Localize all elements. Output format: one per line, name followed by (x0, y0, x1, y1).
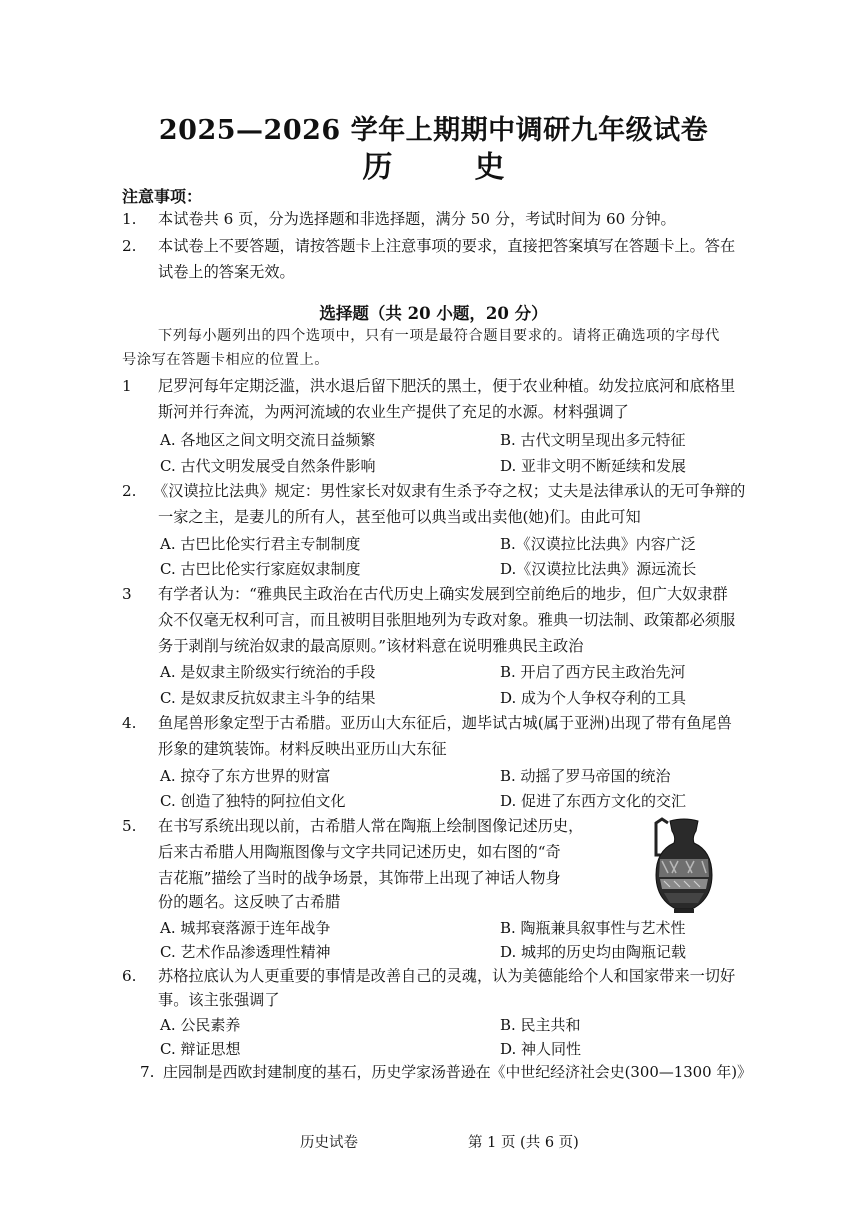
exam-subject: 历 史 (362, 150, 531, 185)
question-stem: 尼罗河每年定期泛滥，洪水退后留下肥沃的黑土，便于农业种植。幼发拉底河和底格里 (158, 377, 736, 395)
chigi-vase-image (648, 815, 720, 915)
footer-subject: 历史试卷 (300, 1135, 358, 1151)
option-d: D. 亚非文明不断延续和发展 (500, 457, 687, 475)
option-d: D. 成为个人争权夺利的工具 (500, 689, 687, 707)
option-a: A. 是奴隶主阶级实行统治的手段 (160, 663, 376, 681)
option-a: A. 公民素养 (160, 1016, 241, 1034)
question-stem: 务于剥削与统治奴隶的最高原则。”该材料意在说明雅典民主政治 (158, 637, 584, 655)
question-stem: 份的题名。这反映了古希腊 (158, 893, 341, 911)
option-d: D. 神人同性 (500, 1040, 582, 1058)
option-c: C. 创造了独特的阿拉伯文化 (160, 792, 346, 810)
question-stem: 有学者认为：“雅典民主政治在古代历史上确实发展到空前绝后的地步，但广大奴隶群 (158, 585, 728, 603)
question-stem: 后来古希腊人用陶瓶图像与文字共同记述历史，如右图的“奇 (158, 843, 561, 861)
notice-item-2-text: 试卷上的答案无效。 (158, 263, 295, 281)
question-stem: 在书写系统出现以前，古希腊人常在陶瓶上绘制图像记述历史， (158, 817, 584, 835)
question-stem: 斯河并行奔流，为两河流域的农业生产提供了充足的水源。材料强调了 (158, 403, 629, 421)
option-b: B. 动摇了罗马帝国的统治 (500, 767, 671, 785)
option-c: C. 古巴比伦实行家庭奴隶制度 (160, 560, 361, 578)
question-stem: 苏格拉底认为人更重要的事情是改善自己的灵魂，认为美德能给个人和国家带来一切好 (158, 967, 736, 985)
section-intro: 下列每小题列出的四个选项中，只有一项是最符合题目要求的。请将正确选项的字母代 (158, 328, 720, 344)
option-a: A. 古巴比伦实行君主专制制度 (160, 535, 361, 553)
question-number: 7. (140, 1063, 155, 1081)
notice-item-1-number: 1. (122, 210, 137, 228)
question-number: 4. (122, 714, 137, 732)
option-d: D. 城邦的历史均由陶瓶记载 (500, 943, 687, 961)
option-b: B. 陶瓶兼具叙事性与艺术性 (500, 919, 686, 937)
question-number: 1 (122, 377, 132, 395)
question-number: 2. (122, 482, 137, 500)
question-stem: 众不仅毫无权利可言，而且被明目张胆地列为专政对象。雅典一切法制、政策都必须服 (158, 611, 736, 629)
option-c: C. 古代文明发展受自然条件影响 (160, 457, 376, 475)
option-d: D.《汉谟拉比法典》源远流长 (500, 560, 697, 578)
exam-title: 2025—2026 学年上期期中调研九年级试卷 (158, 115, 709, 146)
option-a: A. 掠夺了东方世界的财富 (160, 767, 331, 785)
notice-item-1-text: 本试卷共 6 页，分为选择题和非选择题，满分 50 分，考试时间为 60 分钟。 (158, 210, 676, 228)
option-c: C. 是奴隶反抗奴隶主斗争的结果 (160, 689, 376, 707)
question-number: 5. (122, 817, 137, 835)
footer-page-number: 第 1 页 (共 6 页) (468, 1135, 579, 1151)
question-stem: 一家之主，是妻儿的所有人，甚至他可以典当或出卖他(她)们。由此可知 (158, 508, 641, 526)
question-stem: 事。该主张强调了 (158, 991, 280, 1009)
option-b: B. 民主共和 (500, 1016, 581, 1034)
question-stem: 《汉谟拉比法典》规定：男性家长对奴隶有生杀予夺之权；丈夫是法律承认的无可争辩的 (153, 482, 746, 500)
notice-item-2-number: 2. (122, 237, 137, 255)
question-stem: 鱼尾兽形象定型于古希腊。亚历山大东征后，迦毕试古城(属于亚洲)出现了带有鱼尾兽 (158, 714, 732, 732)
notice-item-2-text: 本试卷上不要答题，请按答题卡上注意事项的要求，直接把答案填写在答题卡上。答在 (158, 237, 736, 255)
notice-heading: 注意事项： (122, 187, 203, 206)
option-a: A. 城邦衰落源于连年战争 (160, 919, 331, 937)
option-a: A. 各地区之间文明交流日益频繁 (160, 431, 376, 449)
option-d: D. 促进了东西方文化的交汇 (500, 792, 687, 810)
option-b: B. 开启了西方民主政治先河 (500, 663, 686, 681)
option-b: B.《汉谟拉比法典》内容广泛 (500, 535, 696, 553)
section-intro: 号涂写在答题卡相应的位置上。 (122, 352, 330, 368)
question-stem: 形象的建筑装饰。材料反映出亚历山大东征 (158, 740, 447, 758)
option-c: C. 艺术作品渗透理性精神 (160, 943, 331, 961)
question-stem: 庄园制是西欧封建制度的基石，历史学家汤普逊在《中世纪经济社会史(300—1300 年)》 (163, 1063, 752, 1081)
option-c: C. 辩证思想 (160, 1040, 241, 1058)
question-number: 3 (122, 585, 132, 603)
question-number: 6. (122, 967, 137, 985)
section-heading: 选择题（共 20 小题，20 分） (319, 304, 548, 323)
option-b: B. 古代文明呈现出多元特征 (500, 431, 686, 449)
question-stem: 吉花瓶”描绘了当时的战争场景，其饰带上出现了神话人物身 (158, 869, 561, 887)
